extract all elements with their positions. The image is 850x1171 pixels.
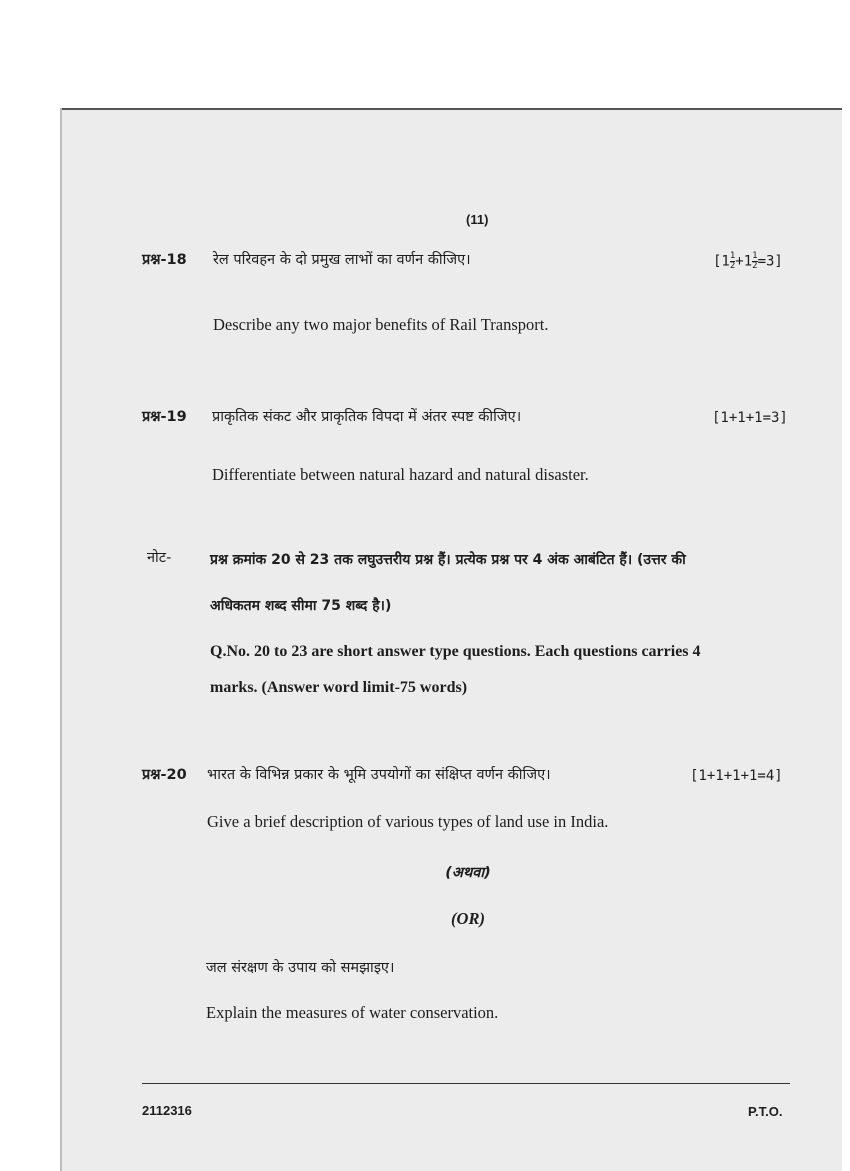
q19-hindi-text: प्राकृतिक संकट और प्राकृतिक विपदा में अंतर स्पष्ट कीजिए। bbox=[212, 409, 522, 425]
paper-code: 2112316 bbox=[142, 1103, 192, 1118]
note-label: नोट- bbox=[147, 550, 172, 566]
alt-hindi-text: जल संरक्षण के उपाय को समझाइए। bbox=[206, 960, 395, 976]
or-english: (OR) bbox=[451, 909, 485, 928]
note-english-line2: marks. (Answer word limit-75 words) bbox=[210, 679, 468, 696]
q18-number: प्रश्न-18 bbox=[142, 252, 187, 268]
q18-fraction-1: $\frac{1}{2}$ bbox=[729, 251, 736, 271]
q19-english-text: Differentiate between natural hazard and natural disaster. bbox=[212, 465, 589, 484]
q18-marks-suffix: =3] bbox=[757, 253, 783, 270]
note-hindi-line1: प्रश्न क्रमांक 20 से 23 तक लघुउत्तरीय प्रश्न हैं। प्रत्येक प्रश्न पर 4 अंक आबंटित हैं। (उत्तर की bbox=[210, 552, 686, 568]
q20-number: प्रश्न-20 bbox=[142, 767, 187, 783]
q20-hindi-text: भारत के विभिन्न प्रकार के भूमि उपयोगों का संक्षिप्त वर्णन कीजिए। bbox=[207, 767, 551, 783]
or-hindi: (अथवा) bbox=[445, 865, 491, 881]
note-hindi-line2: अधिकतम शब्द सीमा 75 शब्द है।) bbox=[210, 598, 392, 614]
q18-hindi-text: रेल परिवहन के दो प्रमुख लाभों का वर्णन कीजिए। bbox=[213, 252, 471, 268]
q20-english-text: Give a brief description of various types of land use in India. bbox=[207, 812, 609, 831]
q19-number: प्रश्न-19 bbox=[142, 409, 187, 425]
alt-english-text: Explain the measures of water conservation. bbox=[206, 1003, 499, 1022]
q20-marks: [1+1+1+1=4] bbox=[690, 768, 783, 784]
q19-marks: [1+1+1=3] bbox=[712, 410, 788, 426]
page-number: (11) bbox=[466, 212, 489, 227]
pto-label: P.T.O. bbox=[748, 1104, 783, 1119]
q18-marks-mid: +1 bbox=[735, 253, 753, 270]
note-english-line1: Q.No. 20 to 23 are short answer type questions. Each questions carries 4 bbox=[210, 643, 701, 660]
footer-rule bbox=[142, 1083, 790, 1084]
q18-marks bbox=[713, 252, 783, 271]
q18-marks-prefix: [1 bbox=[713, 253, 730, 270]
q18-fraction-2: $\frac{1}{2}$ bbox=[752, 251, 758, 271]
q18-english-text: Describe any two major benefits of Rail Transport. bbox=[213, 315, 549, 334]
